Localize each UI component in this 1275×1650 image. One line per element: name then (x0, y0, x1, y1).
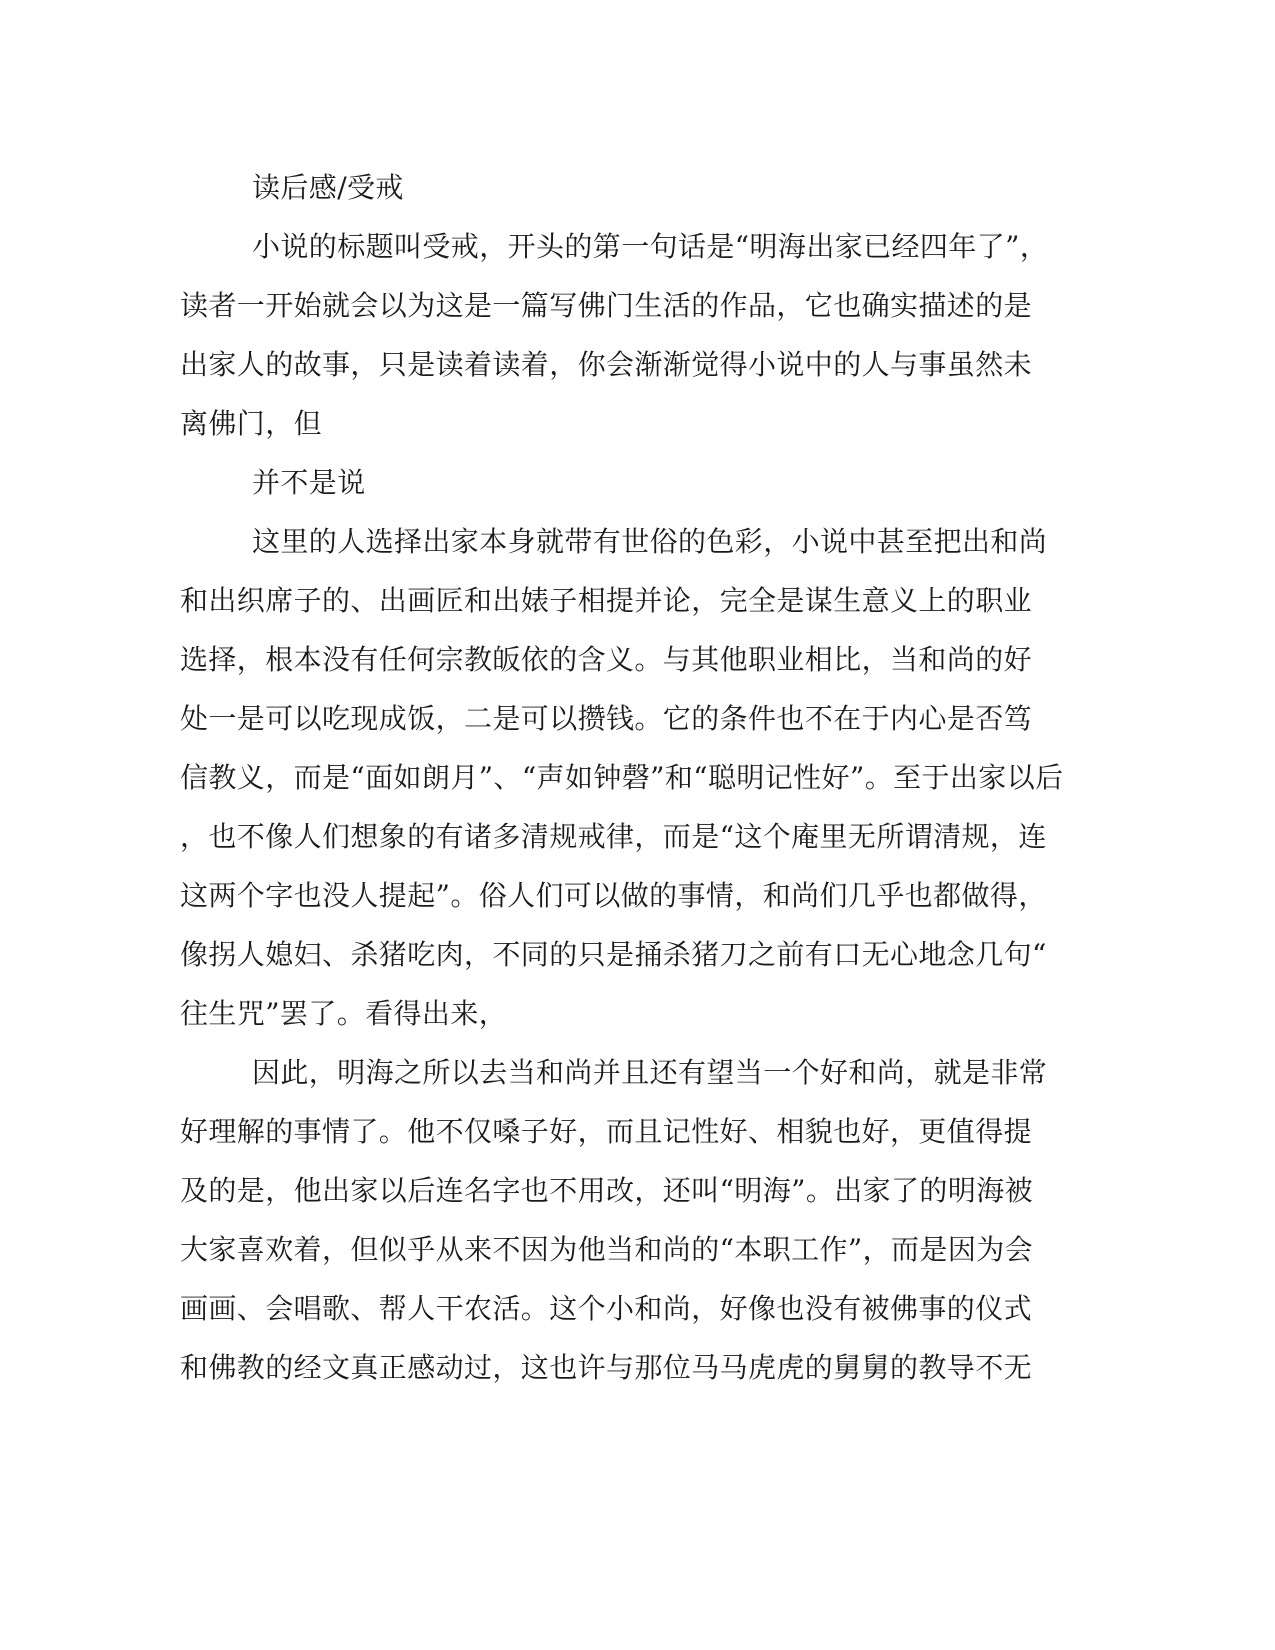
paragraph-2 (180, 453, 1030, 512)
paragraph-line: 离佛门，但 (180, 407, 323, 440)
paragraph-1 (180, 217, 1049, 453)
paragraph-line: 读者一开始就会以为这是一篇写佛门生活的作品，它也确实描述的是 (180, 289, 1033, 322)
paragraph-3 (180, 512, 1064, 1043)
paragraph-line: 和出织席子的、出画匠和出婊子相提并论，完全是谋生意义上的职业 (180, 584, 1033, 617)
paragraph-line: 因此，明海之所以去当和尚并且还有望当一个好和尚，就是非常 (252, 1056, 1048, 1089)
paragraph-line: 出家人的故事，只是读着读着，你会渐渐觉得小说中的人与事虽然未 (180, 348, 1033, 381)
paragraph-line: 大家喜欢着，但似乎从来不因为他当和尚的“本职工作”，而是因为会 (180, 1233, 1034, 1266)
document-body (180, 158, 1064, 1397)
paragraph-line: 选择，根本没有任何宗教皈依的含义。与其他职业相比，当和尚的好 (180, 643, 1033, 676)
paragraph-line: 和佛教的经文真正感动过，这也许与那位马马虎虎的舅舅的教导不无 (180, 1351, 1033, 1384)
paragraph-line: 并不是说 (252, 466, 366, 499)
paragraph-line: 这两个字也没人提起”。俗人们可以做的事情，和尚们几乎也都做得， (180, 879, 1047, 912)
paragraph-line: 好理解的事情了。他不仅嗓子好，而且记性好、相貌也好，更值得提 (180, 1115, 1033, 1148)
paragraph-line: 画画、会唱歌、帮人干农活。这个小和尚，好像也没有被佛事的仪式 (180, 1292, 1033, 1325)
paragraph-4 (180, 1043, 1048, 1397)
paragraph-line: 信教义，而是“面如朗月”、“声如钟磬”和“聪明记性好”。至于出家以后 (180, 761, 1064, 794)
document-title: 读后感/受戒 (252, 171, 404, 204)
paragraph-line: 像拐人媳妇、杀猪吃肉，不同的只是捅杀猪刀之前有口无心地念几句“ (180, 938, 1047, 971)
paragraph-line: 处一是可以吃现成饭，二是可以攒钱。它的条件也不在于内心是否笃 (180, 702, 1033, 735)
paragraph-line: 往生咒”罢了。看得出来， (180, 997, 508, 1030)
paragraph-line: 及的是，他出家以后连名字也不用改，还叫“明海”。出家了的明海被 (180, 1174, 1034, 1207)
paragraph-line: 小说的标题叫受戒，开头的第一句话是“明海出家已经四年了”， (252, 230, 1049, 263)
paragraph-line: 这里的人选择出家本身就带有世俗的色彩，小说中甚至把出和尚 (252, 525, 1048, 558)
paragraph-line: ，也不像人们想象的有诸多清规戒律，而是“这个庵里无所谓清规，连 (180, 820, 1047, 853)
